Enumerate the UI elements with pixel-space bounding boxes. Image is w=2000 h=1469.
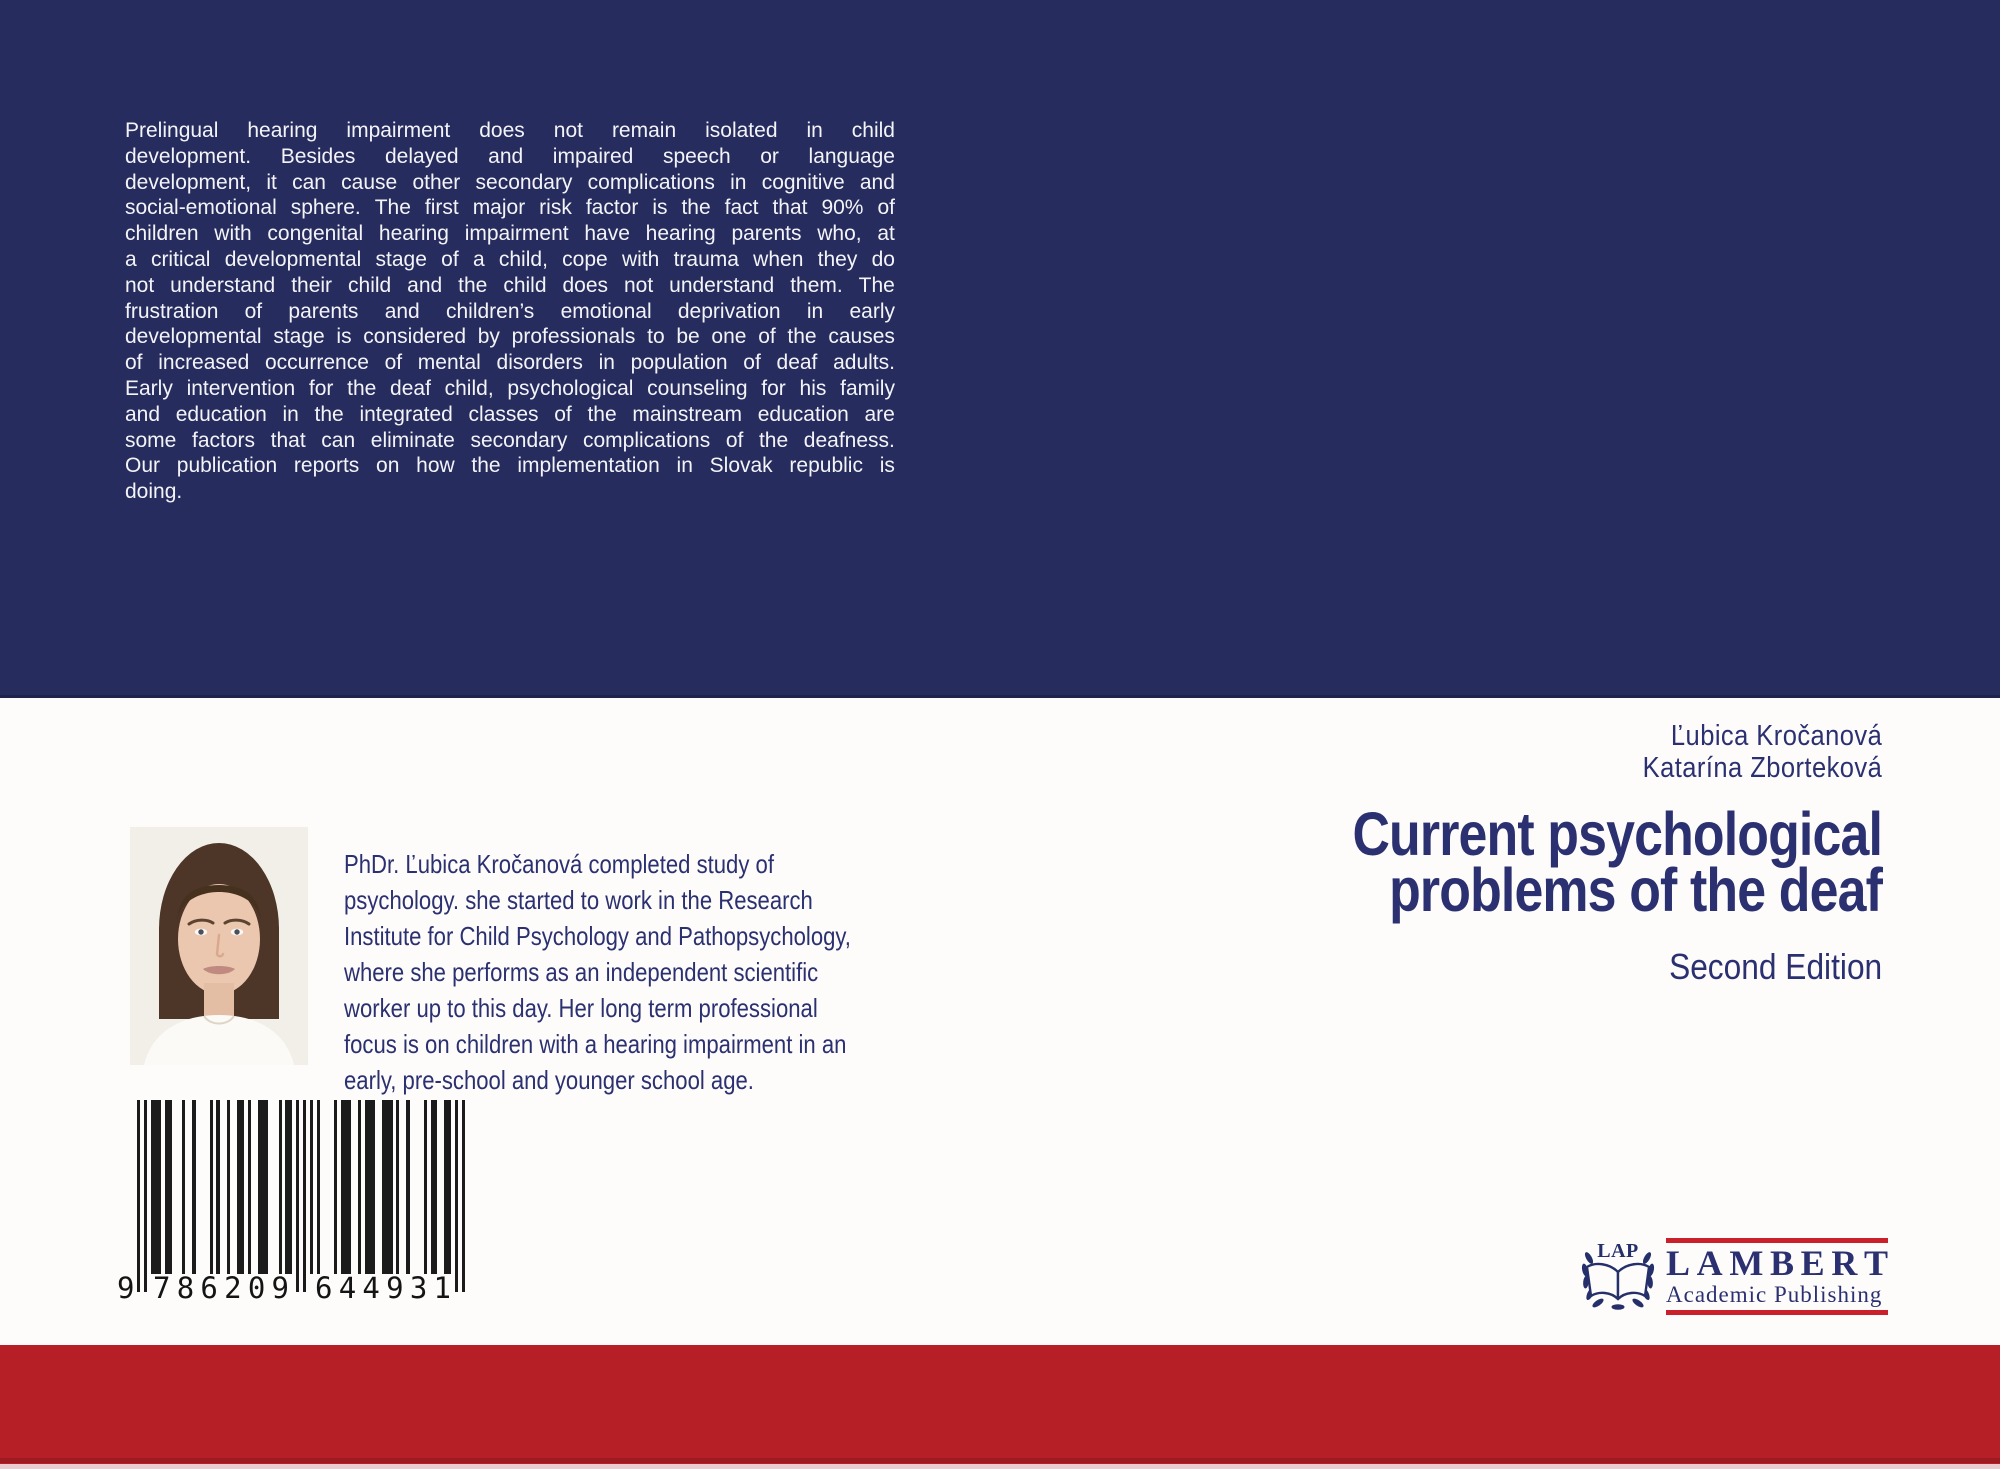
author-bio-line: PhDr. Ľubica Kročanová completed study of (344, 849, 774, 879)
synopsis-line: some factors that can eliminate secondary complications of the deafness. (125, 428, 895, 452)
author-bio-line: where she performs as an independent scientific (344, 957, 819, 987)
synopsis-line: social-emotional sphere. The first major risk factor is the fact that 90% of (125, 196, 895, 220)
synopsis-line: development, it can cause other secondary complications in cognitive and (125, 170, 895, 194)
publisher-wordmark (1666, 1238, 1888, 1315)
footer-red-band (0, 1345, 2000, 1469)
author-photo (130, 827, 308, 1065)
synopsis-line: doing. (125, 480, 183, 504)
author-bio-line: Institute for Child Psychology and Pathopsychology, (344, 921, 851, 951)
author-bio-line: focus is on children with a hearing impairment in an (344, 1029, 847, 1059)
synopsis-line: of increased occurrence of mental disorders in population of deaf adults. (125, 351, 895, 375)
author-bio-line: psychology. she started to work in the Research (344, 885, 813, 915)
lap-emblem-icon (1578, 1238, 1658, 1312)
logo-rule-bottom (1666, 1310, 1888, 1315)
synopsis-line: children with congenital hearing impairment have hearing parents who, at (125, 222, 895, 246)
book-title-line-2: problems of the deaf (1389, 856, 1882, 924)
synopsis-text (125, 118, 895, 505)
isbn-barcode (117, 1100, 465, 1305)
synopsis-line: Early intervention for the deaf child, psychological counseling for his family (125, 376, 895, 400)
synopsis-line: and education in the integrated classes of the mainstream education are (125, 402, 895, 426)
edition-label: Second Edition (1668, 946, 1882, 987)
publisher-name: L A M B E R T (1666, 1243, 1888, 1283)
synopsis-line: Prelingual hearing impairment does not remain isolated in child (125, 119, 895, 142)
book-title-line-1: Current psychological (1352, 800, 1882, 868)
publisher-logo (1578, 1236, 1890, 1314)
barcode-left-digits: 7 8 6 2 0 9 (153, 1271, 289, 1305)
publisher-tagline: Academic Publishing (1666, 1282, 1883, 1307)
author-name: Katarína Zborteková (1642, 752, 1882, 784)
barcode-right-digits: 6 4 4 9 3 1 (315, 1271, 451, 1305)
barcode-digits (117, 1271, 465, 1305)
lap-acronym: LAP (1597, 1240, 1639, 1262)
synopsis-line: frustration of parents and children’s emotional deprivation in early (125, 299, 895, 323)
open-book-icon (1587, 1264, 1618, 1299)
barcode-lead-digit: 9 (117, 1271, 135, 1305)
synopsis-line: not understand their child and the child does not understand them. The (125, 273, 895, 297)
synopsis-line: Our publication reports on how the implementation in Slovak republic is (125, 454, 895, 478)
author-bio-line: worker up to this day. Her long term professional (344, 993, 818, 1023)
book-title (1352, 800, 1882, 924)
synopsis-line: developmental stage is considered by professionals to be one of the causes (125, 325, 895, 349)
back-cover-panel (0, 0, 2000, 698)
author-bio-line: early, pre-school and younger school age. (344, 1065, 754, 1095)
barcode-bars (137, 1100, 465, 1292)
synopsis-line: a critical developmental stage of a child, cope with trauma when they do (125, 247, 895, 271)
synopsis-line: development. Besides delayed and impaired speech or language (125, 144, 895, 168)
author-bio (344, 846, 851, 1098)
author-names (1642, 720, 1882, 784)
author-name: Ľubica Kročanová (1670, 720, 1882, 752)
